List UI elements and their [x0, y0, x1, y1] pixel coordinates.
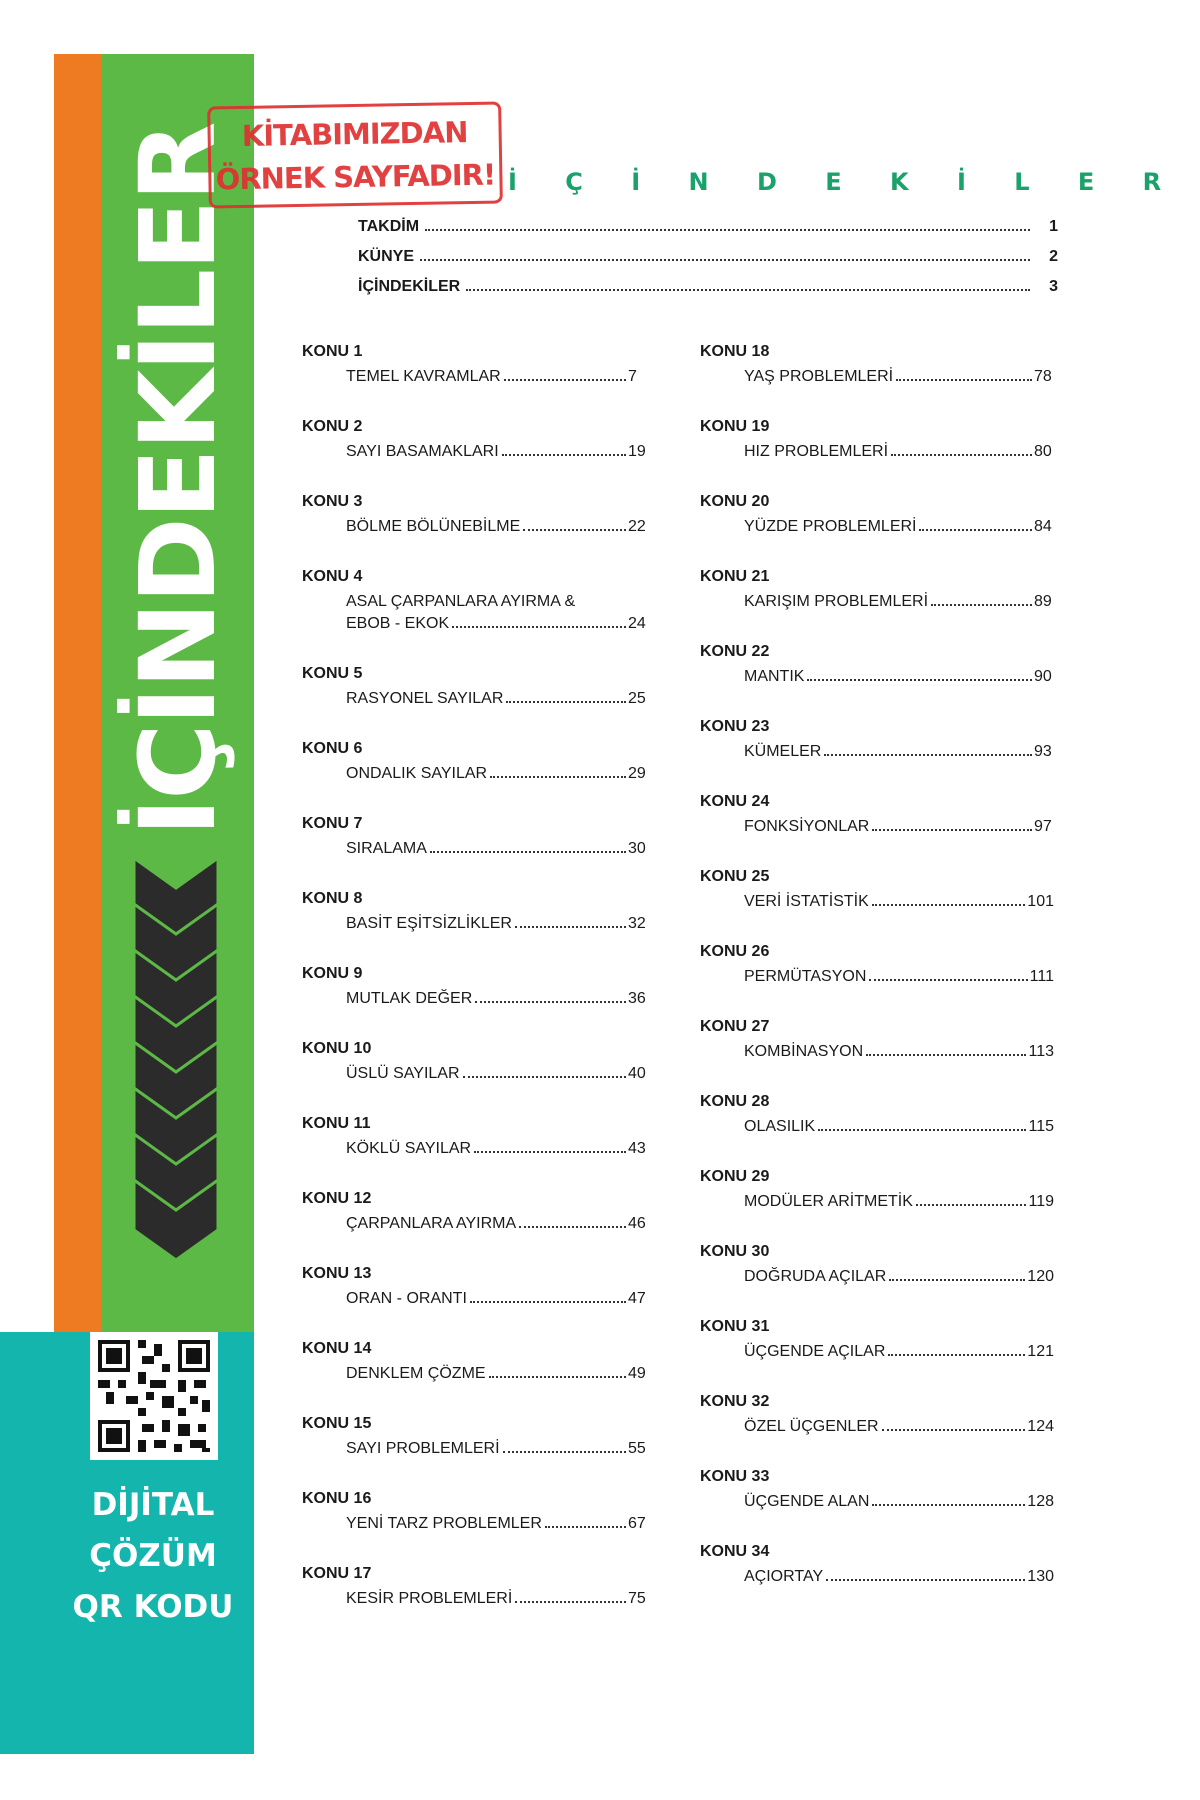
topic-row	[744, 668, 1054, 690]
topic-row	[744, 968, 1054, 990]
topic-title: AÇIORTAY	[744, 1568, 824, 1585]
topic-page-number: 119	[1028, 1193, 1054, 1210]
topic-row	[744, 743, 1054, 765]
topic-page-number: 75	[628, 1590, 646, 1607]
stamp-line-2: ÖRNEK SAYFADIR!	[215, 157, 496, 197]
toc-item[interactable]	[302, 1414, 648, 1489]
topic-entry	[302, 1515, 648, 1537]
front-matter-page: 3	[1049, 278, 1058, 295]
topic-row	[346, 690, 648, 712]
dot-leader	[425, 229, 1030, 231]
topic-title: KÖKLÜ SAYILAR	[346, 1140, 472, 1157]
toc-item[interactable]	[700, 1392, 1054, 1467]
dot-leader	[826, 1579, 1025, 1581]
topic-title: ÜSLÜ SAYILAR	[346, 1065, 460, 1082]
front-matter-label: TAKDİM	[358, 218, 420, 235]
topic-page-number: 22	[628, 518, 646, 535]
toc-item[interactable]	[700, 1242, 1054, 1317]
qr-code-icon[interactable]	[90, 1332, 218, 1460]
dot-leader	[866, 1054, 1026, 1056]
topic-number: KONU 29	[700, 1168, 770, 1185]
topic-number: KONU 12	[302, 1190, 372, 1207]
topic-entry	[700, 968, 1054, 990]
topic-page-number: 67	[628, 1515, 646, 1532]
topic-title: KÜMELER	[744, 743, 822, 760]
dot-leader	[430, 851, 626, 853]
toc-item[interactable]	[700, 1467, 1054, 1542]
topic-entry	[700, 593, 1054, 615]
topic-entry	[302, 368, 648, 390]
dot-leader	[888, 1354, 1025, 1356]
toc-item[interactable]	[700, 1317, 1054, 1392]
topic-title: YAŞ PROBLEMLERİ	[744, 368, 894, 385]
topic-title: DENKLEM ÇÖZME	[346, 1365, 486, 1382]
topic-entry	[302, 1140, 648, 1162]
toc-item[interactable]	[700, 792, 1054, 867]
topic-entry	[302, 990, 648, 1012]
sidebar-vertical-title: İÇİNDEKİLER	[117, 123, 239, 837]
toc-item[interactable]	[302, 417, 648, 492]
dot-leader	[515, 1601, 626, 1603]
topic-title-first-line: ASAL ÇARPANLARA AYIRMA &	[346, 593, 576, 610]
topic-page-number: 32	[628, 915, 646, 932]
topic-row	[346, 1590, 648, 1612]
dot-leader	[872, 904, 1026, 906]
topic-number: KONU 32	[700, 1393, 770, 1410]
topic-title: OLASILIK	[744, 1118, 816, 1135]
topic-page-number: 120	[1027, 1268, 1054, 1285]
front-matter-row[interactable]	[358, 278, 1058, 308]
qr-caption-line: QR KODU	[72, 1589, 234, 1625]
topic-number: KONU 13	[302, 1265, 372, 1282]
topic-number: KONU 19	[700, 418, 770, 435]
topic-entry	[700, 1343, 1054, 1365]
topic-row	[346, 1065, 648, 1087]
dot-leader	[475, 1001, 626, 1003]
topic-title: KESİR PROBLEMLERİ	[346, 1590, 513, 1607]
topic-row	[346, 1365, 648, 1387]
dot-leader	[504, 379, 626, 381]
topic-title: MODÜLER ARİTMETİK	[744, 1193, 913, 1210]
topic-title: MUTLAK DEĞER	[346, 990, 473, 1007]
topic-page-number: 124	[1027, 1418, 1054, 1435]
topic-number: KONU 6	[302, 740, 363, 757]
dot-leader	[872, 1504, 1025, 1506]
topic-page-number: 80	[1034, 443, 1052, 460]
topic-title-line	[346, 593, 648, 615]
topic-page-number: 121	[1027, 1343, 1054, 1360]
topic-title: HIZ PROBLEMLERİ	[744, 443, 889, 460]
topic-entry	[302, 915, 648, 937]
topic-title: PERMÜTASYON	[744, 968, 867, 985]
topic-title: SIRALAMA	[346, 840, 427, 857]
toc-item[interactable]	[302, 1039, 648, 1114]
topic-entry	[302, 690, 648, 712]
topic-entry	[302, 765, 648, 787]
topic-title: BASİT EŞİTSİZLİKLER	[346, 915, 512, 932]
toc-item[interactable]	[700, 867, 1054, 942]
dot-leader	[506, 701, 626, 703]
topic-entry	[302, 1065, 648, 1087]
front-matter-row[interactable]	[358, 248, 1058, 278]
toc-item[interactable]	[700, 342, 1054, 417]
topic-title: ÇARPANLARA AYIRMA	[346, 1215, 517, 1232]
topic-title: ORAN - ORANTI	[346, 1290, 467, 1307]
topic-row	[346, 840, 648, 862]
topic-entry	[700, 893, 1054, 915]
topic-entry	[700, 1193, 1054, 1215]
topic-page-number: 111	[1029, 968, 1054, 985]
topic-entry	[700, 368, 1054, 390]
dot-leader	[896, 379, 1032, 381]
dot-leader	[523, 529, 626, 531]
topic-page-number: 115	[1028, 1118, 1054, 1135]
topic-row	[346, 765, 648, 787]
topic-number: KONU 1	[302, 343, 363, 360]
topic-page-number: 43	[628, 1140, 646, 1157]
dot-leader	[474, 1151, 626, 1153]
toc-item[interactable]	[302, 964, 648, 1039]
dot-leader	[931, 604, 1032, 606]
topic-row	[346, 915, 648, 937]
topic-number: KONU 15	[302, 1415, 372, 1432]
front-matter-row[interactable]	[358, 218, 1058, 248]
topic-row	[346, 1515, 648, 1537]
topic-page-number: 19	[628, 443, 646, 460]
topic-title: FONKSİYONLAR	[744, 818, 870, 835]
topic-page-number: 24	[628, 615, 646, 632]
topic-number: KONU 4	[302, 568, 363, 585]
topic-title: ONDALIK SAYILAR	[346, 765, 488, 782]
dot-leader	[889, 1279, 1025, 1281]
topic-title: RASYONEL SAYILAR	[346, 690, 504, 707]
topic-row	[346, 990, 648, 1012]
topic-entry	[700, 1493, 1054, 1515]
dot-leader	[466, 289, 1030, 291]
dot-leader	[502, 454, 626, 456]
topic-row	[346, 1215, 648, 1237]
front-matter-page: 2	[1049, 248, 1058, 265]
topic-row	[744, 1343, 1054, 1365]
topic-number: KONU 31	[700, 1318, 770, 1335]
topic-entry	[700, 518, 1054, 540]
dot-leader	[869, 979, 1027, 981]
topic-entry	[302, 840, 648, 862]
topic-title: KOMBİNASYON	[744, 1043, 864, 1060]
toc-item[interactable]	[302, 814, 648, 889]
dot-leader	[420, 259, 1030, 261]
topic-page-number: 49	[628, 1365, 646, 1382]
topic-page-number: 101	[1027, 893, 1054, 910]
topic-title: BÖLME BÖLÜNEBİLME	[346, 518, 521, 535]
toc-item[interactable]	[302, 1339, 648, 1414]
topic-number: KONU 25	[700, 868, 770, 885]
toc-item[interactable]	[700, 717, 1054, 792]
topic-entry	[700, 1268, 1054, 1290]
topic-number: KONU 22	[700, 643, 770, 660]
topic-entry	[700, 818, 1054, 840]
topic-number: KONU 3	[302, 493, 363, 510]
dot-leader	[519, 1226, 626, 1228]
topic-number: KONU 11	[302, 1115, 371, 1132]
topic-row	[744, 443, 1054, 465]
qr-caption-line: ÇÖZÜM	[89, 1538, 217, 1574]
topic-entry	[302, 1215, 648, 1237]
dot-leader	[824, 754, 1032, 756]
topic-page-number: 7	[628, 368, 637, 385]
topic-page-number: 55	[628, 1440, 646, 1457]
toc-item[interactable]	[302, 342, 648, 417]
topic-row	[744, 1043, 1054, 1065]
toc-item[interactable]	[700, 492, 1054, 567]
topic-number: KONU 5	[302, 665, 363, 682]
toc-item[interactable]	[302, 664, 648, 739]
topic-page-number: 40	[628, 1065, 646, 1082]
topic-title: YÜZDE PROBLEMLERİ	[744, 518, 917, 535]
topic-page-number: 90	[1034, 668, 1052, 685]
topic-entry	[302, 518, 648, 540]
dot-leader	[882, 1429, 1026, 1431]
toc-item[interactable]	[302, 889, 648, 964]
toc-item[interactable]	[302, 1114, 648, 1189]
toc-item[interactable]	[302, 739, 648, 814]
topic-number: KONU 16	[302, 1490, 372, 1507]
topic-number: KONU 10	[302, 1040, 372, 1057]
toc-item[interactable]	[700, 1092, 1054, 1167]
topic-row	[346, 368, 648, 390]
sample-page-stamp	[207, 101, 503, 208]
topic-title: KARIŞIM PROBLEMLERİ	[744, 593, 929, 610]
dot-leader	[503, 1451, 626, 1453]
topic-row	[744, 1418, 1054, 1440]
stamp-line-1: KİTABIMIZDAN	[241, 115, 468, 153]
topic-row	[346, 1290, 648, 1312]
topic-entry	[302, 593, 648, 637]
front-matter-list	[358, 218, 1058, 308]
topic-title: SAYI BASAMAKLARI	[346, 443, 499, 460]
topic-entry	[700, 743, 1054, 765]
topic-title: MANTIK	[744, 668, 805, 685]
topic-number: KONU 27	[700, 1018, 770, 1035]
topic-title: ÖZEL ÜÇGENLER	[744, 1418, 879, 1435]
topic-row	[346, 518, 648, 540]
topic-page-number: 36	[628, 990, 646, 1007]
toc-item[interactable]	[302, 567, 648, 664]
topic-entry	[700, 1418, 1054, 1440]
topic-number: KONU 14	[302, 1340, 372, 1357]
topic-title: TEMEL KAVRAMLAR	[346, 368, 501, 385]
topic-page-number: 93	[1034, 743, 1052, 760]
topic-number: KONU 20	[700, 493, 770, 510]
topic-row	[744, 1493, 1054, 1515]
toc-item[interactable]	[302, 1189, 648, 1264]
toc-item[interactable]	[302, 1564, 648, 1639]
topic-entry	[302, 1365, 648, 1387]
topic-number: KONU 34	[700, 1543, 770, 1560]
topic-page-number: 89	[1034, 593, 1052, 610]
toc-item[interactable]	[700, 1542, 1054, 1617]
sidebar-orange-stripe	[54, 54, 102, 1334]
topic-number: KONU 17	[302, 1565, 372, 1582]
topic-row	[744, 818, 1054, 840]
topic-row	[346, 1440, 648, 1462]
page-title: İ Ç İ N D E K İ L E R	[508, 168, 1182, 196]
dot-leader	[470, 1301, 626, 1303]
topic-entry	[302, 1290, 648, 1312]
front-matter-label: İÇİNDEKİLER	[358, 278, 461, 295]
topic-entry	[700, 1568, 1054, 1590]
topic-number: KONU 26	[700, 943, 770, 960]
toc-item[interactable]	[700, 1167, 1054, 1242]
topic-page-number: 30	[628, 840, 646, 857]
topic-number: KONU 8	[302, 890, 363, 907]
topic-number: KONU 18	[700, 343, 770, 360]
qr-caption	[28, 1480, 278, 1633]
toc-item[interactable]	[302, 1489, 648, 1564]
toc-item[interactable]	[302, 1264, 648, 1339]
topic-page-number: 25	[628, 690, 646, 707]
topic-entry	[302, 1440, 648, 1462]
topic-page-number: 46	[628, 1215, 646, 1232]
topic-row	[346, 615, 648, 637]
topic-row	[744, 1193, 1054, 1215]
topic-title: SAYI PROBLEMLERİ	[346, 1440, 500, 1457]
toc-item[interactable]	[700, 942, 1054, 1017]
toc-item[interactable]	[700, 567, 1054, 642]
topic-entry	[700, 668, 1054, 690]
dot-leader	[489, 1376, 626, 1378]
dot-leader	[807, 679, 1032, 681]
dot-leader	[919, 529, 1032, 531]
topic-row	[744, 518, 1054, 540]
dot-leader	[818, 1129, 1026, 1131]
front-matter-label: KÜNYE	[358, 248, 415, 265]
toc-right-column	[700, 342, 1054, 1617]
topic-entry	[302, 443, 648, 465]
topic-page-number: 130	[1027, 1568, 1054, 1585]
topic-entry	[700, 1118, 1054, 1140]
dot-leader	[545, 1526, 626, 1528]
topic-page-number: 113	[1028, 1043, 1054, 1060]
topic-row	[346, 1140, 648, 1162]
dot-leader	[490, 776, 626, 778]
topic-entry	[302, 1590, 648, 1612]
qr-caption-line: DİJİTAL	[91, 1487, 215, 1523]
toc-item[interactable]	[302, 492, 648, 567]
topic-entry	[700, 1043, 1054, 1065]
dot-leader	[463, 1076, 626, 1078]
topic-number: KONU 2	[302, 418, 363, 435]
dot-leader	[872, 829, 1032, 831]
topic-entry	[700, 443, 1054, 465]
front-matter-page: 1	[1049, 218, 1058, 235]
topic-title: ÜÇGENDE ALAN	[744, 1493, 870, 1510]
topic-number: KONU 24	[700, 793, 770, 810]
topic-page-number: 78	[1034, 368, 1052, 385]
topic-number: KONU 30	[700, 1243, 770, 1260]
topic-number: KONU 21	[700, 568, 770, 585]
topic-row	[744, 368, 1054, 390]
dot-leader	[452, 626, 626, 628]
topic-row	[346, 443, 648, 465]
topic-page-number: 29	[628, 765, 646, 782]
chevron-arrows-icon	[134, 858, 218, 1264]
dot-leader	[891, 454, 1032, 456]
topic-title: VERİ İSTATİSTİK	[744, 893, 869, 910]
toc-item[interactable]	[700, 417, 1054, 492]
topic-page-number: 97	[1034, 818, 1052, 835]
topic-title: YENİ TARZ PROBLEMLER	[346, 1515, 542, 1532]
topic-row	[744, 593, 1054, 615]
topic-page-number: 47	[628, 1290, 646, 1307]
topic-number: KONU 7	[302, 815, 363, 832]
topic-row	[744, 893, 1054, 915]
topic-row	[744, 1118, 1054, 1140]
toc-item[interactable]	[700, 642, 1054, 717]
topic-number: KONU 23	[700, 718, 770, 735]
topic-number: KONU 9	[302, 965, 363, 982]
topic-title: EBOB - EKOK	[346, 615, 450, 632]
topic-number: KONU 28	[700, 1093, 770, 1110]
topic-title: ÜÇGENDE AÇILAR	[744, 1343, 886, 1360]
topic-row	[744, 1268, 1054, 1290]
dot-leader	[916, 1204, 1027, 1206]
topic-page-number: 128	[1027, 1493, 1054, 1510]
topic-page-number: 84	[1034, 518, 1052, 535]
topic-row	[744, 1568, 1054, 1590]
toc-left-column	[302, 342, 648, 1639]
toc-item[interactable]	[700, 1017, 1054, 1092]
dot-leader	[515, 926, 626, 928]
topic-number: KONU 33	[700, 1468, 770, 1485]
topic-title: DOĞRUDA AÇILAR	[744, 1268, 887, 1285]
